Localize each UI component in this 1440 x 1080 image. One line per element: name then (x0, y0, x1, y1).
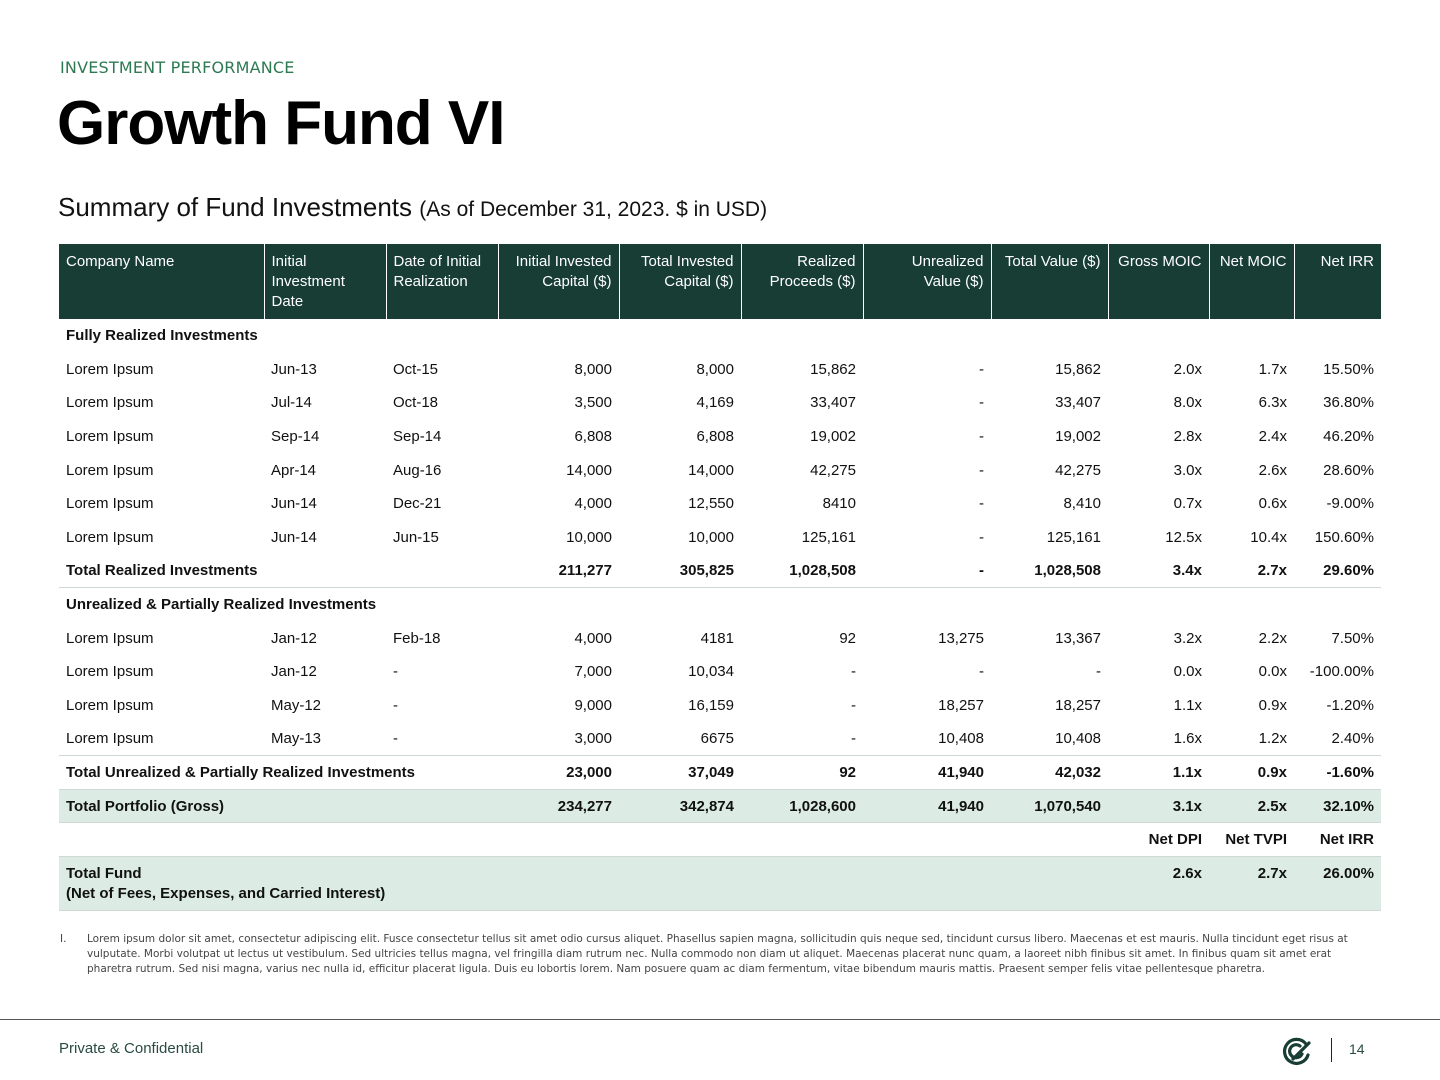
table-cell: - (979, 495, 984, 513)
table-cell: 6,808 (696, 428, 734, 446)
table-cell: Dec-21 (393, 495, 442, 513)
table-cell: 12,550 (688, 495, 734, 513)
total-realized-row (59, 554, 1381, 588)
table-row (59, 689, 1381, 723)
col-header-realized-proceeds: Realized Proceeds ($) (741, 244, 863, 319)
table-cell: 6675 (700, 730, 734, 748)
page-title: Growth Fund VI (57, 89, 505, 158)
table-cell: 8,000 (574, 360, 612, 378)
col-header-investment-date: Initial Investment Date (264, 244, 386, 319)
total-value: 1.1x (1108, 756, 1209, 790)
table-cell: - (393, 730, 398, 748)
footnote-text: Lorem ipsum dolor sit amet, consectetur adipiscing elit. Fusce consectetur tellus sit amet odio cursus aliquet. Phasellus sapien magna, sollicitudin quis neque sed, tincidunt cursus libero. Maecenas et est mauris. Nulla tincidunt eget risus at vulputate. Morbi volutpat ut lectus ut vestibulum. Sed ultricies tellus magna, vel fringilla diam rutrum nec. Nulla commodo non diam ut aliquet. Maecenas placerat nunc quam, a laoreet nibh finibus sit amet. In finibus quam sit amet erat pharetra rutrum. Sed nisi magna, varius nec nulla id, efficitur placerat ligula. Duis eu lobortis lorem. Nam posuere quam ac diam fermentum, vitae bibendum mauris mattis. Praesent semper felis vitae pellentesque pharetra. (87, 933, 1348, 975)
footer-divider (0, 1019, 1440, 1020)
total-value: -1.60% (1294, 756, 1381, 790)
table-cell: 15,862 (810, 360, 856, 378)
col-header-initial-capital: Initial Invested Capital ($) (498, 244, 619, 319)
col-header-total-capital: Total Invested Capital ($) (619, 244, 741, 319)
total-value: 41,940 (863, 756, 991, 790)
table-row (59, 386, 1381, 420)
table-cell: 19,002 (810, 428, 856, 446)
table-cell: 150.60% (1314, 528, 1374, 546)
table-cell: 0.7x (1173, 495, 1202, 513)
table-cell: Sep-14 (393, 428, 442, 446)
table-cell: 1.2x (1258, 730, 1287, 748)
total-fund-value: 2.7x (1209, 857, 1294, 911)
table-cell: 9,000 (574, 696, 612, 714)
table-cell: 4,169 (696, 394, 734, 412)
table-cell: 10,034 (688, 663, 734, 681)
table-cell: Aug-16 (393, 461, 442, 479)
table-body (59, 319, 1381, 911)
total-value: 37,049 (619, 756, 741, 790)
table-cell: 0.0x (1173, 663, 1202, 681)
fund-investments-table (59, 244, 1381, 911)
table-cell: 6,808 (574, 428, 612, 446)
table-cell: - (851, 730, 856, 748)
total-value: 1,028,508 (991, 554, 1108, 588)
col-header-net-moic: Net MOIC (1209, 244, 1294, 319)
table-row (59, 655, 1381, 689)
table-cell: Lorem Ipsum (66, 495, 154, 513)
total-value: - (863, 554, 991, 588)
table-cell: 0.0x (1258, 663, 1287, 681)
table-cell: - (979, 663, 984, 681)
total-value: 29.60% (1294, 554, 1381, 588)
total-unrealized-row (59, 756, 1381, 790)
table-cell: 19,002 (1055, 428, 1101, 446)
table-cell: Apr-14 (271, 461, 317, 479)
table-cell: - (979, 528, 984, 546)
footnote (60, 932, 1350, 977)
total-value: 3.4x (1108, 554, 1209, 588)
table-cell: - (979, 360, 984, 378)
table-cell: 46.20% (1323, 428, 1374, 446)
total-fund-label (59, 857, 1108, 911)
total-value: 1,028,508 (741, 554, 863, 588)
total-label: Total Realized Investments (59, 554, 498, 588)
table-cell: Lorem Ipsum (66, 730, 154, 748)
total-value: 234,277 (498, 789, 619, 823)
col-header-gross-moic: Gross MOIC (1108, 244, 1209, 319)
total-fund-label-line2: (Net of Fees, Expenses, and Carried Interest) (66, 885, 386, 902)
table-cell: 3.0x (1173, 461, 1202, 479)
total-value: 92 (741, 756, 863, 790)
table-cell: 28.60% (1323, 461, 1374, 479)
table-cell: 4,000 (574, 495, 612, 513)
table-cell: 3,000 (574, 730, 612, 748)
table-cell: May-12 (271, 696, 322, 714)
col-header-net-irr: Net IRR (1294, 244, 1381, 319)
table-cell: 1.6x (1173, 730, 1202, 748)
total-value: 3.1x (1108, 789, 1209, 823)
table-header-row (59, 244, 1381, 319)
table-cell: Oct-18 (393, 394, 439, 412)
table-cell: 18,257 (1055, 696, 1101, 714)
table-cell: 2.40% (1331, 730, 1374, 748)
table-row (59, 353, 1381, 387)
table-row (59, 487, 1381, 521)
footnote-number: I. (60, 933, 67, 945)
table-cell: 10.4x (1250, 528, 1287, 546)
total-value: 32.10% (1294, 789, 1381, 823)
total-value: 305,825 (619, 554, 741, 588)
section-header-unrealized (59, 588, 1381, 622)
section-eyebrow: INVESTMENT PERFORMANCE (60, 58, 295, 77)
table-cell: 12.5x (1165, 528, 1202, 546)
table-cell: - (851, 696, 856, 714)
table-cell: 2.0x (1173, 360, 1202, 378)
table-cell: 2.6x (1258, 461, 1287, 479)
table-cell: Lorem Ipsum (66, 394, 154, 412)
net-metric-label: Net TVPI (1209, 823, 1294, 857)
table-cell: - (851, 663, 856, 681)
total-fund-value: 26.00% (1294, 857, 1381, 911)
table-cell: 42,275 (810, 461, 856, 479)
company-logo-icon (1280, 1035, 1312, 1067)
table-cell: - (979, 394, 984, 412)
total-value: 0.9x (1209, 756, 1294, 790)
table-cell: 4,000 (574, 629, 612, 647)
table-cell: - (393, 696, 398, 714)
table-cell: Jan-12 (271, 629, 317, 647)
net-metrics-header-row (59, 823, 1381, 857)
table-cell: -9.00% (1326, 495, 1374, 513)
table-cell: 1.1x (1173, 696, 1202, 714)
total-value: 2.5x (1209, 789, 1294, 823)
confidential-label: Private & Confidential (59, 1040, 204, 1057)
table-subtitle (58, 192, 767, 223)
table-cell: Lorem Ipsum (66, 461, 154, 479)
table-cell: 8.0x (1173, 394, 1202, 412)
table-cell: 36.80% (1323, 394, 1374, 412)
table-cell: Lorem Ipsum (66, 696, 154, 714)
table-cell: Lorem Ipsum (66, 360, 154, 378)
table-cell: May-13 (271, 730, 322, 748)
footer-separator (1331, 1038, 1332, 1062)
table-cell: 2.8x (1173, 428, 1202, 446)
total-label: Total Unrealized & Partially Realized Investments (59, 756, 498, 790)
col-header-company: Company Name (59, 244, 264, 319)
col-header-unrealized-value: Unrealized Value ($) (863, 244, 991, 319)
table-row (59, 621, 1381, 655)
table-cell: 10,000 (566, 528, 612, 546)
table-row (59, 420, 1381, 454)
table-cell: 6.3x (1258, 394, 1287, 412)
total-fund-label-line1: Total Fund (66, 865, 142, 882)
table-cell: 15.50% (1323, 360, 1374, 378)
table-row (59, 722, 1381, 756)
blank-cell (59, 823, 1108, 857)
total-value: 23,000 (498, 756, 619, 790)
table-cell: Lorem Ipsum (66, 528, 154, 546)
subtitle-note: (As of December 31, 2023. $ in USD) (419, 198, 768, 221)
total-value: 42,032 (991, 756, 1108, 790)
net-metric-label: Net IRR (1294, 823, 1381, 857)
total-value: 1,028,600 (741, 789, 863, 823)
table-cell: 13,367 (1055, 629, 1101, 647)
total-value: 41,940 (863, 789, 991, 823)
page-number: 14 (1349, 1041, 1365, 1057)
table-cell: 10,000 (688, 528, 734, 546)
section-header-realized (59, 319, 1381, 353)
col-header-realization-date: Date of Initial Realization (386, 244, 498, 319)
table-cell: -100.00% (1309, 663, 1374, 681)
table-cell: Oct-15 (393, 360, 439, 378)
table-cell: 33,407 (810, 394, 856, 412)
table-cell: Feb-18 (393, 629, 441, 647)
table-cell: 125,161 (801, 528, 856, 546)
table-cell: - (393, 663, 398, 681)
section-label: Unrealized & Partially Realized Investments (66, 596, 377, 614)
table-cell: Jan-12 (271, 663, 317, 681)
table-cell: 15,862 (1055, 360, 1101, 378)
table-cell: - (979, 428, 984, 446)
total-label: Total Portfolio (Gross) (59, 789, 498, 823)
section-label: Fully Realized Investments (66, 327, 258, 345)
total-value: 211,277 (498, 554, 619, 588)
table-cell: 14,000 (688, 461, 734, 479)
table-cell: 10,408 (938, 730, 984, 748)
table-cell: 125,161 (1046, 528, 1101, 546)
table-cell: Lorem Ipsum (66, 663, 154, 681)
total-portfolio-row (59, 789, 1381, 823)
total-value: 342,874 (619, 789, 741, 823)
table-cell: 3.2x (1173, 629, 1202, 647)
table-cell: 3,500 (574, 394, 612, 412)
table-cell: - (1096, 663, 1101, 681)
table-cell: 7.50% (1331, 629, 1374, 647)
table-cell: 2.4x (1258, 428, 1287, 446)
table-cell: 18,257 (938, 696, 984, 714)
table-cell: Lorem Ipsum (66, 428, 154, 446)
table-cell: 0.9x (1258, 696, 1287, 714)
table-cell: Jun-14 (271, 528, 317, 546)
table-cell: 1.7x (1258, 360, 1287, 378)
table-cell: Jun-14 (271, 495, 317, 513)
table-cell: 92 (839, 629, 856, 647)
table-cell: 8,410 (1063, 495, 1101, 513)
table-cell: 2.2x (1258, 629, 1287, 647)
table-cell: 4181 (700, 629, 734, 647)
net-metric-label: Net DPI (1108, 823, 1209, 857)
table-cell: - (979, 461, 984, 479)
total-value: 1,070,540 (991, 789, 1108, 823)
table-cell: 7,000 (574, 663, 612, 681)
col-header-total-value: Total Value ($) (991, 244, 1108, 319)
total-fund-row (59, 857, 1381, 911)
table-cell: Jun-15 (393, 528, 439, 546)
total-fund-value: 2.6x (1108, 857, 1209, 911)
table-row (59, 521, 1381, 555)
table-cell: 13,275 (938, 629, 984, 647)
subtitle-main: Summary of Fund Investments (58, 192, 413, 222)
table-cell: 14,000 (566, 461, 612, 479)
table-cell: 8,000 (696, 360, 734, 378)
table-cell: Sep-14 (271, 428, 320, 446)
table-cell: 42,275 (1055, 461, 1101, 479)
table-cell: 8410 (822, 495, 856, 513)
table-cell: Lorem Ipsum (66, 629, 154, 647)
table-cell: 10,408 (1055, 730, 1101, 748)
table-cell: 16,159 (688, 696, 734, 714)
table-cell: 33,407 (1055, 394, 1101, 412)
table-cell: -1.20% (1326, 696, 1374, 714)
table-cell: Jul-14 (271, 394, 312, 412)
total-value: 2.7x (1209, 554, 1294, 588)
table-cell: Jun-13 (271, 360, 317, 378)
table-cell: 0.6x (1258, 495, 1287, 513)
table-row (59, 453, 1381, 487)
